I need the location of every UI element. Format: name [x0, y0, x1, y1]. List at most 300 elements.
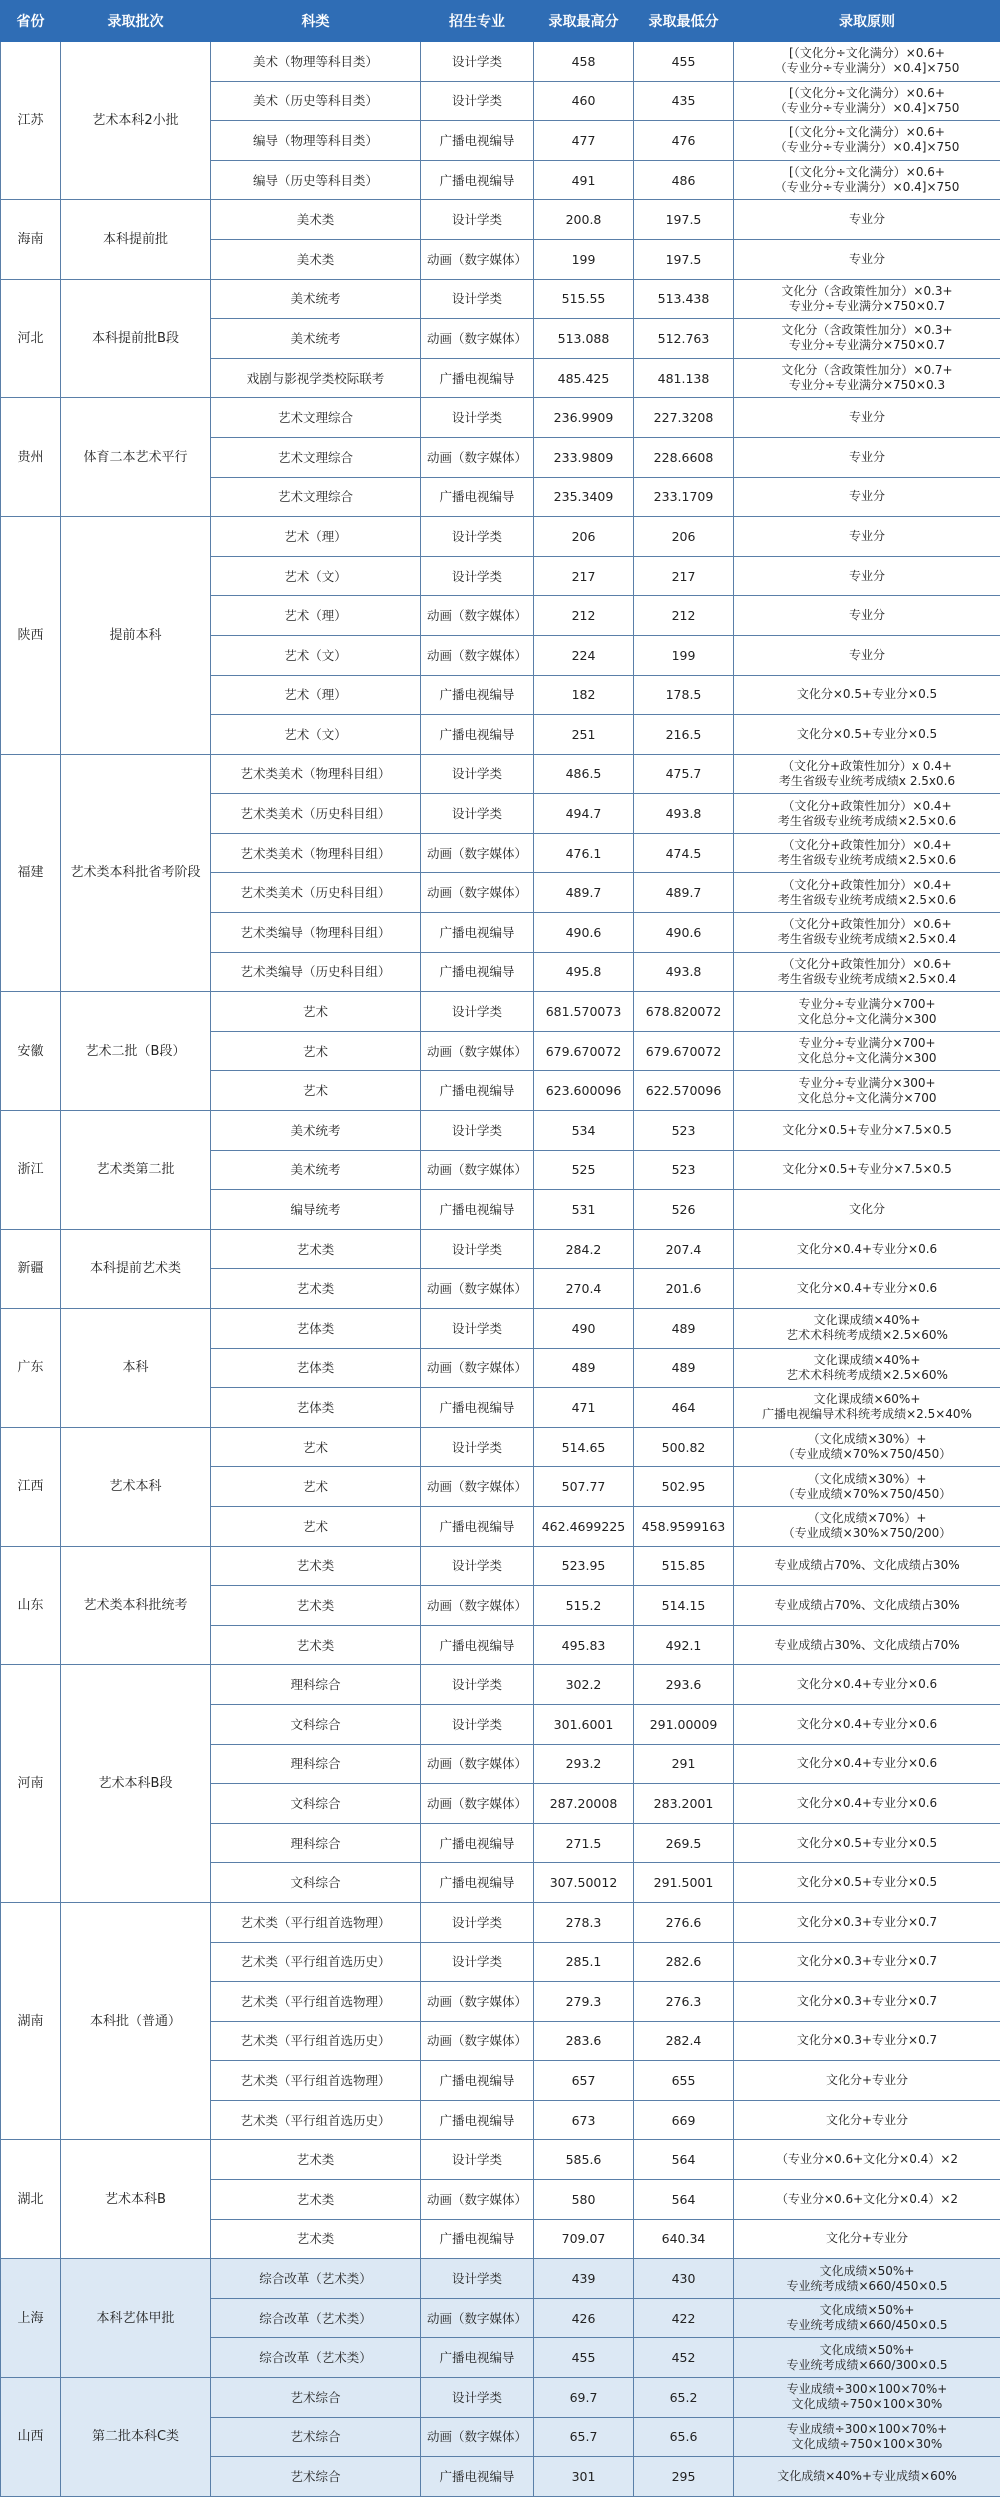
min-score-cell: 452 — [634, 2338, 734, 2378]
rule-cell: 文化分×0.4+专业分×0.6 — [734, 1665, 1000, 1705]
category-cell: 艺术 — [211, 1467, 421, 1507]
major-cell: 动画（数字媒体） — [421, 2180, 534, 2220]
rule-cell: （文化分+政策性加分）×0.4+ 考生省级专业统考成绩×2.5×0.6 — [734, 873, 1000, 913]
min-score-cell: 514.15 — [634, 1586, 734, 1626]
major-cell: 设计学类 — [421, 1229, 534, 1269]
max-score-cell: 495.83 — [534, 1625, 634, 1665]
major-cell: 动画（数字媒体） — [421, 596, 534, 636]
rule-cell: 专业分 — [734, 517, 1000, 557]
category-cell: 理科综合 — [211, 1744, 421, 1784]
rule-cell: [（文化分÷文化满分）×0.6+ （专业分÷专业满分）×0.4]×750 — [734, 42, 1000, 82]
major-cell: 设计学类 — [421, 517, 534, 557]
category-cell: 艺术类（平行组首选物理） — [211, 1982, 421, 2022]
major-cell: 广播电视编导 — [421, 160, 534, 200]
major-cell: 广播电视编导 — [421, 1506, 534, 1546]
category-cell: 艺体类 — [211, 1309, 421, 1349]
major-cell: 动画（数字媒体） — [421, 2417, 534, 2457]
max-score-cell: 200.8 — [534, 200, 634, 240]
max-score-cell: 233.9809 — [534, 437, 634, 477]
max-score-cell: 307.50012 — [534, 1863, 634, 1903]
major-cell: 设计学类 — [421, 2140, 534, 2180]
max-score-cell: 217 — [534, 556, 634, 596]
batch-cell: 艺术类本科批统考 — [61, 1546, 211, 1665]
category-cell: 美术统考 — [211, 1150, 421, 1190]
rule-cell: 文化课成绩×60%+ 广播电视编导术科统考成绩×2.5×40% — [734, 1388, 1000, 1428]
rule-cell: （文化成绩×30%）+ （专业成绩×70%×750/450） — [734, 1427, 1000, 1467]
province-cell: 上海 — [1, 2259, 61, 2378]
major-cell: 动画（数字媒体） — [421, 1586, 534, 1626]
max-score-cell: 284.2 — [534, 1229, 634, 1269]
rule-cell: 文化课成绩×40%+ 艺术术科统考成绩×2.5×60% — [734, 1348, 1000, 1388]
category-cell: 艺术类美术（历史科目组） — [211, 794, 421, 834]
header-rule: 录取原则 — [734, 1, 1000, 42]
major-cell: 动画（数字媒体） — [421, 635, 534, 675]
major-cell: 动画（数字媒体） — [421, 1031, 534, 1071]
category-cell: 艺术类 — [211, 1586, 421, 1626]
rule-cell: 文化分×0.4+专业分×0.6 — [734, 1704, 1000, 1744]
rule-cell: 文化分×0.5+专业分×0.5 — [734, 1863, 1000, 1903]
province-cell: 河南 — [1, 1665, 61, 1903]
category-cell: 艺术类 — [211, 1229, 421, 1269]
category-cell: 艺术 — [211, 1071, 421, 1111]
max-score-cell: 439 — [534, 2259, 634, 2299]
major-cell: 广播电视编导 — [421, 1823, 534, 1863]
table-row — [1, 200, 1000, 240]
province-cell: 广东 — [1, 1309, 61, 1428]
max-score-cell: 199 — [534, 239, 634, 279]
category-cell: 艺术文理综合 — [211, 398, 421, 438]
major-cell: 设计学类 — [421, 2259, 534, 2299]
province-cell: 江苏 — [1, 42, 61, 200]
category-cell: 艺术（理） — [211, 517, 421, 557]
category-cell: 文科综合 — [211, 1704, 421, 1744]
category-cell: 艺术类（平行组首选物理） — [211, 1902, 421, 1942]
rule-cell: （文化成绩×70%）+ （专业成绩×30%×750/200） — [734, 1506, 1000, 1546]
category-cell: 综合改革（艺术类） — [211, 2259, 421, 2299]
min-score-cell: 282.4 — [634, 2021, 734, 2061]
category-cell: 艺术类（平行组首选物理） — [211, 2061, 421, 2101]
header-row — [1, 1, 1000, 42]
category-cell: 艺术文理综合 — [211, 477, 421, 517]
min-score-cell: 269.5 — [634, 1823, 734, 1863]
min-score-cell: 197.5 — [634, 239, 734, 279]
major-cell: 设计学类 — [421, 1704, 534, 1744]
major-cell: 广播电视编导 — [421, 121, 534, 161]
category-cell: 艺术（文） — [211, 556, 421, 596]
category-cell: 理科综合 — [211, 1823, 421, 1863]
min-score-cell: 217 — [634, 556, 734, 596]
max-score-cell: 301 — [534, 2457, 634, 2497]
table-row — [1, 1309, 1000, 1349]
rule-cell: 文化成绩×50%+ 专业统考成绩×660/450×0.5 — [734, 2259, 1000, 2299]
rule-cell: 文化分×0.4+专业分×0.6 — [734, 1784, 1000, 1824]
category-cell: 艺术文理综合 — [211, 437, 421, 477]
min-score-cell: 207.4 — [634, 1229, 734, 1269]
max-score-cell: 455 — [534, 2338, 634, 2378]
header-batch: 录取批次 — [61, 1, 211, 42]
table-row — [1, 517, 1000, 557]
rule-cell: 专业分 — [734, 556, 1000, 596]
max-score-cell: 278.3 — [534, 1902, 634, 1942]
major-cell: 广播电视编导 — [421, 913, 534, 953]
category-cell: 编导（历史等科目类） — [211, 160, 421, 200]
category-cell: 艺术 — [211, 1427, 421, 1467]
category-cell: 艺术类（平行组首选历史） — [211, 2100, 421, 2140]
max-score-cell: 673 — [534, 2100, 634, 2140]
max-score-cell: 458 — [534, 42, 634, 82]
max-score-cell: 301.6001 — [534, 1704, 634, 1744]
major-cell: 设计学类 — [421, 1902, 534, 1942]
min-score-cell: 515.85 — [634, 1546, 734, 1586]
major-cell: 设计学类 — [421, 1942, 534, 1982]
major-cell: 广播电视编导 — [421, 2219, 534, 2259]
rule-cell: 专业成绩占70%、文化成绩占30% — [734, 1546, 1000, 1586]
rule-cell: 文化分×0.5+专业分×0.5 — [734, 1823, 1000, 1863]
rule-cell: 专业分÷专业满分×700+ 文化总分÷文化满分×300 — [734, 1031, 1000, 1071]
major-cell: 广播电视编导 — [421, 1388, 534, 1428]
table-row — [1, 1111, 1000, 1151]
category-cell: 艺术类美术（物理科目组） — [211, 754, 421, 794]
batch-cell: 艺术二批（B段） — [61, 992, 211, 1111]
min-score-cell: 227.3208 — [634, 398, 734, 438]
major-cell: 设计学类 — [421, 992, 534, 1032]
rule-cell: 文化成绩×50%+ 专业统考成绩×660/300×0.5 — [734, 2338, 1000, 2378]
table-row — [1, 42, 1000, 82]
rule-cell: 文化分×0.4+专业分×0.6 — [734, 1744, 1000, 1784]
max-score-cell: 476.1 — [534, 833, 634, 873]
category-cell: 艺术类 — [211, 2219, 421, 2259]
max-score-cell: 279.3 — [534, 1982, 634, 2022]
max-score-cell: 515.2 — [534, 1586, 634, 1626]
max-score-cell: 514.65 — [534, 1427, 634, 1467]
min-score-cell: 65.6 — [634, 2417, 734, 2457]
min-score-cell: 422 — [634, 2298, 734, 2338]
min-score-cell: 282.6 — [634, 1942, 734, 1982]
major-cell: 广播电视编导 — [421, 1863, 534, 1903]
rule-cell: （文化分+政策性加分）×0.6+ 考生省级专业统考成绩×2.5×0.4 — [734, 952, 1000, 992]
max-score-cell: 490.6 — [534, 913, 634, 953]
max-score-cell: 471 — [534, 1388, 634, 1428]
min-score-cell: 291 — [634, 1744, 734, 1784]
rule-cell: 专业分 — [734, 437, 1000, 477]
major-cell: 动画（数字媒体） — [421, 2298, 534, 2338]
province-cell: 江西 — [1, 1427, 61, 1546]
min-score-cell: 201.6 — [634, 1269, 734, 1309]
min-score-cell: 513.438 — [634, 279, 734, 319]
major-cell: 设计学类 — [421, 1309, 534, 1349]
major-cell: 动画（数字媒体） — [421, 873, 534, 913]
category-cell: 艺术类 — [211, 1269, 421, 1309]
table-row — [1, 1546, 1000, 1586]
table-header — [1, 1, 1000, 42]
max-score-cell: 293.2 — [534, 1744, 634, 1784]
max-score-cell: 495.8 — [534, 952, 634, 992]
rule-cell: 专业成绩÷300×100×70%+ 文化成绩÷750×100×30% — [734, 2417, 1000, 2457]
major-cell: 广播电视编导 — [421, 1071, 534, 1111]
rule-cell: （专业分×0.6+文化分×0.4）×2 — [734, 2140, 1000, 2180]
max-score-cell: 460 — [534, 81, 634, 121]
table-body — [1, 42, 1000, 2497]
category-cell: 美术统考 — [211, 1111, 421, 1151]
major-cell: 动画（数字媒体） — [421, 319, 534, 359]
rule-cell: 文化分（含政策性加分）×0.7+ 专业分÷专业满分×750×0.3 — [734, 358, 1000, 398]
min-score-cell: 430 — [634, 2259, 734, 2299]
max-score-cell: 657 — [534, 2061, 634, 2101]
batch-cell: 本科提前艺术类 — [61, 1229, 211, 1308]
min-score-cell: 216.5 — [634, 715, 734, 755]
major-cell: 广播电视编导 — [421, 675, 534, 715]
max-score-cell: 182 — [534, 675, 634, 715]
min-score-cell: 486 — [634, 160, 734, 200]
max-score-cell: 525 — [534, 1150, 634, 1190]
max-score-cell: 507.77 — [534, 1467, 634, 1507]
max-score-cell: 285.1 — [534, 1942, 634, 1982]
rule-cell: 文化分×0.3+专业分×0.7 — [734, 1982, 1000, 2022]
min-score-cell: 474.5 — [634, 833, 734, 873]
rule-cell: 文化分×0.4+专业分×0.6 — [734, 1229, 1000, 1269]
rule-cell: 文化分+专业分 — [734, 2061, 1000, 2101]
category-cell: 艺术综合 — [211, 2378, 421, 2418]
major-cell: 设计学类 — [421, 1665, 534, 1705]
rule-cell: 文化分×0.5+专业分×0.5 — [734, 715, 1000, 755]
min-score-cell: 493.8 — [634, 952, 734, 992]
category-cell: 理科综合 — [211, 1665, 421, 1705]
rule-cell: 文化分×0.3+专业分×0.7 — [734, 2021, 1000, 2061]
category-cell: 艺术类 — [211, 1546, 421, 1586]
min-score-cell: 233.1709 — [634, 477, 734, 517]
max-score-cell: 679.670072 — [534, 1031, 634, 1071]
category-cell: 艺术类（平行组首选历史） — [211, 2021, 421, 2061]
category-cell: 艺术综合 — [211, 2457, 421, 2497]
max-score-cell: 513.088 — [534, 319, 634, 359]
major-cell: 设计学类 — [421, 200, 534, 240]
table-row — [1, 2259, 1000, 2299]
min-score-cell: 489 — [634, 1348, 734, 1388]
max-score-cell: 236.9909 — [534, 398, 634, 438]
province-cell: 福建 — [1, 754, 61, 992]
min-score-cell: 455 — [634, 42, 734, 82]
table-row — [1, 1427, 1000, 1467]
max-score-cell: 585.6 — [534, 2140, 634, 2180]
min-score-cell: 564 — [634, 2180, 734, 2220]
province-cell: 贵州 — [1, 398, 61, 517]
major-cell: 设计学类 — [421, 279, 534, 319]
rule-cell: 专业分 — [734, 635, 1000, 675]
max-score-cell: 212 — [534, 596, 634, 636]
min-score-cell: 295 — [634, 2457, 734, 2497]
rule-cell: 文化分（含政策性加分）×0.3+ 专业分÷专业满分×750×0.7 — [734, 319, 1000, 359]
min-score-cell: 502.95 — [634, 1467, 734, 1507]
max-score-cell: 302.2 — [534, 1665, 634, 1705]
category-cell: 艺术（文） — [211, 715, 421, 755]
max-score-cell: 270.4 — [534, 1269, 634, 1309]
batch-cell: 第二批本科C类 — [61, 2378, 211, 2497]
province-cell: 湖北 — [1, 2140, 61, 2259]
major-cell: 广播电视编导 — [421, 1625, 534, 1665]
major-cell: 动画（数字媒体） — [421, 1150, 534, 1190]
min-score-cell: 678.820072 — [634, 992, 734, 1032]
min-score-cell: 293.6 — [634, 1665, 734, 1705]
min-score-cell: 291.5001 — [634, 1863, 734, 1903]
rule-cell: [（文化分÷文化满分）×0.6+ （专业分÷专业满分）×0.4]×750 — [734, 81, 1000, 121]
min-score-cell: 212 — [634, 596, 734, 636]
category-cell: 艺术（理） — [211, 675, 421, 715]
max-score-cell: 485.425 — [534, 358, 634, 398]
category-cell: 艺术类 — [211, 1625, 421, 1665]
category-cell: 艺术综合 — [211, 2417, 421, 2457]
major-cell: 设计学类 — [421, 1111, 534, 1151]
rule-cell: （文化成绩×30%）+ （专业成绩×70%×750/450） — [734, 1467, 1000, 1507]
category-cell: 综合改革（艺术类） — [211, 2338, 421, 2378]
min-score-cell: 435 — [634, 81, 734, 121]
category-cell: 美术类 — [211, 200, 421, 240]
batch-cell: 本科艺体甲批 — [61, 2259, 211, 2378]
major-cell: 广播电视编导 — [421, 2457, 534, 2497]
category-cell: 编导统考 — [211, 1190, 421, 1230]
max-score-cell: 534 — [534, 1111, 634, 1151]
category-cell: 戏剧与影视学类校际联考 — [211, 358, 421, 398]
min-score-cell: 206 — [634, 517, 734, 557]
rule-cell: 文化分+专业分 — [734, 2219, 1000, 2259]
batch-cell: 本科提前批 — [61, 200, 211, 279]
min-score-cell: 489 — [634, 1309, 734, 1349]
rule-cell: 文化分×0.3+专业分×0.7 — [734, 1942, 1000, 1982]
batch-cell: 提前本科 — [61, 517, 211, 755]
province-cell: 湖南 — [1, 1902, 61, 2140]
max-score-cell: 709.07 — [534, 2219, 634, 2259]
category-cell: 美术统考 — [211, 279, 421, 319]
min-score-cell: 276.6 — [634, 1902, 734, 1942]
max-score-cell: 489.7 — [534, 873, 634, 913]
rule-cell: 专业分 — [734, 477, 1000, 517]
max-score-cell: 224 — [534, 635, 634, 675]
rule-cell: 专业分 — [734, 596, 1000, 636]
header-max-score: 录取最高分 — [534, 1, 634, 42]
category-cell: 文科综合 — [211, 1784, 421, 1824]
max-score-cell: 426 — [534, 2298, 634, 2338]
category-cell: 艺术类 — [211, 2180, 421, 2220]
major-cell: 动画（数字媒体） — [421, 1269, 534, 1309]
max-score-cell: 523.95 — [534, 1546, 634, 1586]
batch-cell: 艺术类第二批 — [61, 1111, 211, 1230]
max-score-cell: 681.570073 — [534, 992, 634, 1032]
batch-cell: 本科提前批B段 — [61, 279, 211, 398]
major-cell: 设计学类 — [421, 42, 534, 82]
min-score-cell: 500.82 — [634, 1427, 734, 1467]
major-cell: 动画（数字媒体） — [421, 1348, 534, 1388]
batch-cell: 艺术本科 — [61, 1427, 211, 1546]
rule-cell: （文化分+政策性加分）×0.4+ 考生省级专业统考成绩×2.5×0.6 — [734, 833, 1000, 873]
min-score-cell: 464 — [634, 1388, 734, 1428]
rule-cell: 文化成绩×40%+专业成绩×60% — [734, 2457, 1000, 2497]
rule-cell: [（文化分÷文化满分）×0.6+ （专业分÷专业满分）×0.4]×750 — [734, 160, 1000, 200]
max-score-cell: 462.4699225 — [534, 1506, 634, 1546]
table-row — [1, 1665, 1000, 1705]
max-score-cell: 491 — [534, 160, 634, 200]
max-score-cell: 477 — [534, 121, 634, 161]
max-score-cell: 486.5 — [534, 754, 634, 794]
table-row — [1, 2140, 1000, 2180]
category-cell: 艺术 — [211, 992, 421, 1032]
min-score-cell: 526 — [634, 1190, 734, 1230]
min-score-cell: 178.5 — [634, 675, 734, 715]
max-score-cell: 283.6 — [534, 2021, 634, 2061]
min-score-cell: 564 — [634, 2140, 734, 2180]
header-province: 省份 — [1, 1, 61, 42]
category-cell: 艺术 — [211, 1031, 421, 1071]
category-cell: 美术统考 — [211, 319, 421, 359]
major-cell: 设计学类 — [421, 2378, 534, 2418]
category-cell: 艺体类 — [211, 1388, 421, 1428]
max-score-cell: 494.7 — [534, 794, 634, 834]
header-category: 科类 — [211, 1, 421, 42]
min-score-cell: 489.7 — [634, 873, 734, 913]
min-score-cell: 199 — [634, 635, 734, 675]
major-cell: 动画（数字媒体） — [421, 1744, 534, 1784]
major-cell: 动画（数字媒体） — [421, 1784, 534, 1824]
table-row — [1, 754, 1000, 794]
max-score-cell: 69.7 — [534, 2378, 634, 2418]
min-score-cell: 679.670072 — [634, 1031, 734, 1071]
major-cell: 广播电视编导 — [421, 1190, 534, 1230]
batch-cell: 体育二本艺术平行 — [61, 398, 211, 517]
category-cell: 美术（物理等科目类） — [211, 42, 421, 82]
min-score-cell: 669 — [634, 2100, 734, 2140]
min-score-cell: 276.3 — [634, 1982, 734, 2022]
min-score-cell: 523 — [634, 1150, 734, 1190]
batch-cell: 本科 — [61, 1309, 211, 1428]
rule-cell: 文化分 — [734, 1190, 1000, 1230]
category-cell: 艺术类美术（物理科目组） — [211, 833, 421, 873]
min-score-cell: 458.9599163 — [634, 1506, 734, 1546]
category-cell: 美术类 — [211, 239, 421, 279]
max-score-cell: 490 — [534, 1309, 634, 1349]
province-cell: 山东 — [1, 1546, 61, 1665]
province-cell: 陕西 — [1, 517, 61, 755]
batch-cell: 本科批（普通） — [61, 1902, 211, 2140]
category-cell: 编导（物理等科目类） — [211, 121, 421, 161]
table-row — [1, 279, 1000, 319]
min-score-cell: 490.6 — [634, 913, 734, 953]
rule-cell: 文化分×0.4+专业分×0.6 — [734, 1269, 1000, 1309]
category-cell: 艺术（理） — [211, 596, 421, 636]
rule-cell: 专业分 — [734, 200, 1000, 240]
rule-cell: 文化分×0.5+专业分×7.5×0.5 — [734, 1111, 1000, 1151]
major-cell: 广播电视编导 — [421, 358, 534, 398]
max-score-cell: 65.7 — [534, 2417, 634, 2457]
rule-cell: （文化分+政策性加分）x 0.4+ 考生省级专业统考成绩x 2.5x0.6 — [734, 754, 1000, 794]
category-cell: 艺术类编导（物理科目组） — [211, 913, 421, 953]
rule-cell: 文化分（含政策性加分）×0.3+ 专业分÷专业满分×750×0.7 — [734, 279, 1000, 319]
category-cell: 艺术类编导（历史科目组） — [211, 952, 421, 992]
min-score-cell: 475.7 — [634, 754, 734, 794]
batch-cell: 艺术本科B — [61, 2140, 211, 2259]
category-cell: 文科综合 — [211, 1863, 421, 1903]
rule-cell: 专业成绩÷300×100×70%+ 文化成绩÷750×100×30% — [734, 2378, 1000, 2418]
table-row — [1, 1902, 1000, 1942]
category-cell: 艺术类 — [211, 2140, 421, 2180]
table-row — [1, 992, 1000, 1032]
major-cell: 设计学类 — [421, 398, 534, 438]
table-row — [1, 398, 1000, 438]
rule-cell: 文化分×0.3+专业分×0.7 — [734, 1902, 1000, 1942]
rule-cell: （文化分+政策性加分）×0.6+ 考生省级专业统考成绩×2.5×0.4 — [734, 913, 1000, 953]
major-cell: 广播电视编导 — [421, 715, 534, 755]
category-cell: 艺术（文） — [211, 635, 421, 675]
batch-cell: 艺术本科B段 — [61, 1665, 211, 1903]
min-score-cell: 476 — [634, 121, 734, 161]
min-score-cell: 512.763 — [634, 319, 734, 359]
